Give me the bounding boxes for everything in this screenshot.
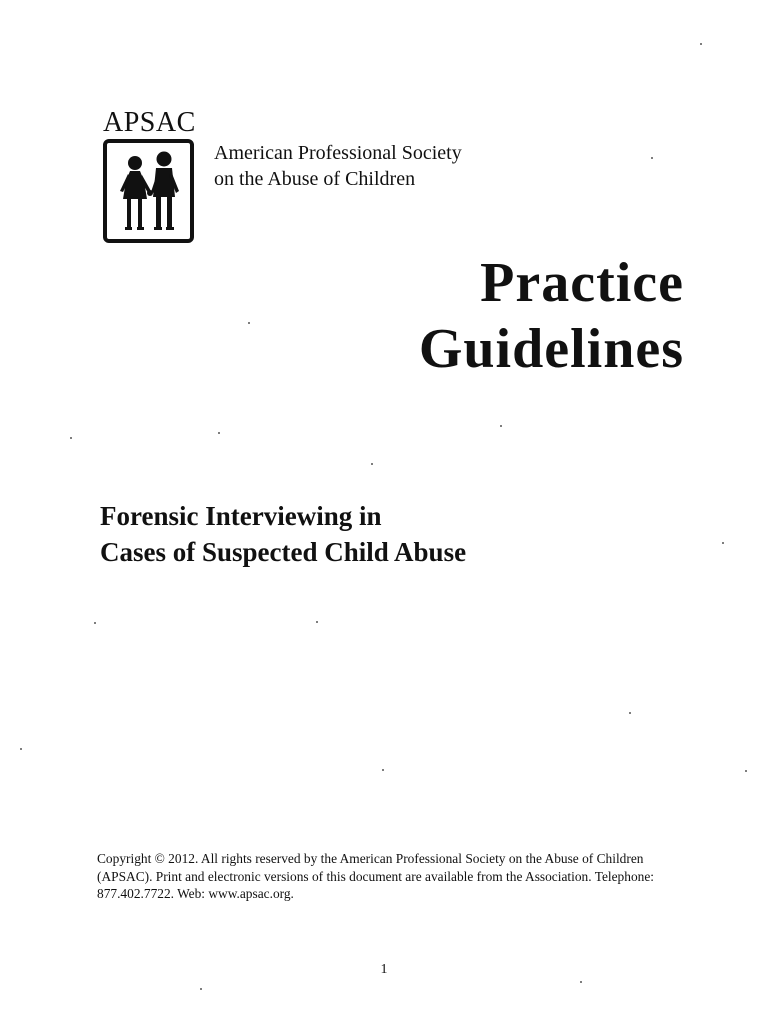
scan-speck bbox=[218, 432, 220, 434]
title-line-1: Practice bbox=[480, 252, 684, 314]
document-subtitle bbox=[100, 498, 466, 570]
scan-speck bbox=[20, 748, 22, 750]
document-title bbox=[419, 250, 684, 382]
apsac-acronym: APSAC bbox=[103, 107, 196, 138]
scan-speck bbox=[722, 542, 724, 544]
children-holding-hands-icon bbox=[111, 147, 186, 237]
copyright-notice: Copyright © 2012. All rights reserved by the American Professional Society on the Abuse of Children (APSAC). Print and electronic versions of this document are available from the Association. Telephone: 877.402.7722. Web: www.apsac.org. bbox=[97, 851, 654, 901]
scan-speck bbox=[629, 712, 631, 714]
scan-speck bbox=[745, 770, 747, 772]
scan-speck bbox=[700, 43, 702, 45]
scan-speck bbox=[500, 425, 502, 427]
scan-speck bbox=[580, 981, 582, 983]
subtitle-line-2: Cases of Suspected Child Abuse bbox=[100, 537, 467, 567]
page-number: 1 bbox=[380, 962, 388, 977]
organization-name-line-1: American Professional Society bbox=[214, 142, 462, 164]
organization-name bbox=[214, 140, 462, 192]
scan-speck bbox=[248, 322, 250, 324]
scan-speck bbox=[316, 621, 318, 623]
scan-speck bbox=[70, 437, 72, 439]
apsac-logo bbox=[103, 139, 194, 243]
title-line-2: Guidelines bbox=[418, 318, 684, 380]
scan-speck bbox=[94, 622, 96, 624]
scan-speck bbox=[371, 463, 373, 465]
subtitle-line-1: Forensic Interviewing in bbox=[100, 501, 382, 531]
scan-speck bbox=[651, 157, 653, 159]
organization-name-line-2: on the Abuse of Children bbox=[214, 168, 416, 190]
scan-speck bbox=[200, 988, 202, 990]
scan-speck bbox=[382, 769, 384, 771]
